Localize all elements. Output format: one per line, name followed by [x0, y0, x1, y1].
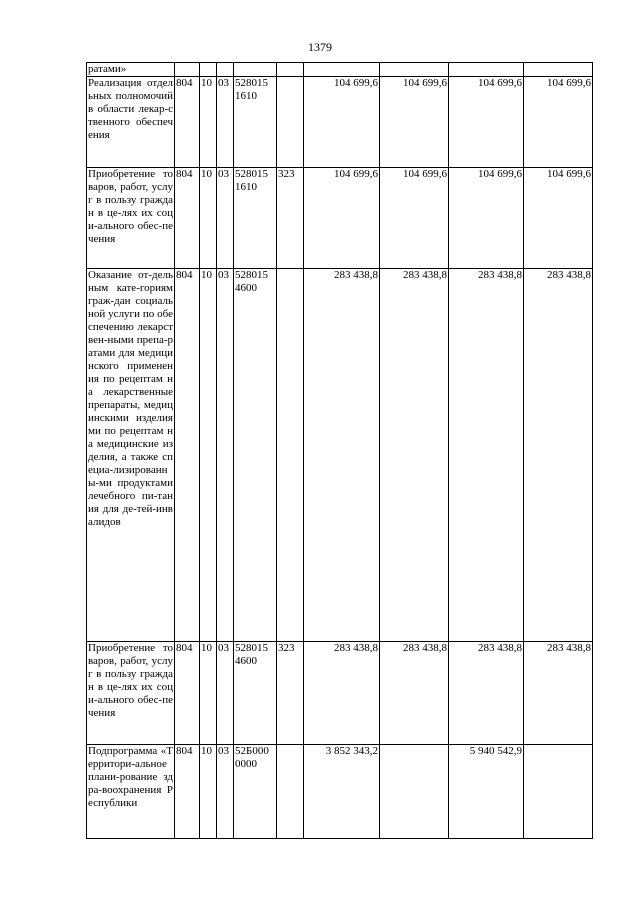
expense-type-code	[277, 63, 304, 77]
amount-col-1	[304, 63, 380, 77]
amount-col-4	[524, 745, 593, 839]
table-row	[87, 745, 593, 839]
subsection-code: 03	[217, 269, 234, 642]
row-name: ратами»	[87, 63, 175, 77]
table-row	[87, 168, 593, 269]
row-name: Реализация отдельных полномочий в области лекар-ственного обеспечения	[87, 77, 175, 168]
subsection-code: 03	[217, 77, 234, 168]
expense-type-code: 323	[277, 168, 304, 269]
target-article-code: 52Б000 0000	[234, 745, 277, 839]
expense-type-code: 323	[277, 642, 304, 745]
section-code: 10	[200, 77, 217, 168]
amount-col-2: 104 699,6	[380, 168, 449, 269]
subsection-code: 03	[217, 642, 234, 745]
amount-col-2: 283 438,8	[380, 269, 449, 642]
section-code: 10	[200, 269, 217, 642]
section-code: 10	[200, 745, 217, 839]
budget-table	[86, 62, 593, 839]
amount-col-4: 283 438,8	[524, 642, 593, 745]
row-name: Приобретение товаров, работ, услуг в пользу граждан в це-лях их соци-ального обес-печения	[87, 168, 175, 269]
table-row	[87, 269, 593, 642]
subsection-code	[217, 63, 234, 77]
row-name: Подпрограмма «Территори-альное плани-рование здра-воохранения Республики	[87, 745, 175, 839]
amount-col-3	[449, 63, 524, 77]
amount-col-4: 104 699,6	[524, 168, 593, 269]
ministry-code	[175, 63, 200, 77]
expense-type-code	[277, 745, 304, 839]
amount-col-1: 283 438,8	[304, 269, 380, 642]
subsection-code: 03	[217, 745, 234, 839]
amount-col-1: 104 699,6	[304, 168, 380, 269]
ministry-code: 804	[175, 168, 200, 269]
table-row	[87, 63, 593, 77]
table-row	[87, 642, 593, 745]
target-article-code: 528015 4600	[234, 642, 277, 745]
subsection-code: 03	[217, 168, 234, 269]
page-number: 1379	[308, 40, 332, 54]
amount-col-4: 283 438,8	[524, 269, 593, 642]
target-article-code	[234, 63, 277, 77]
row-name: Приобретение товаров, работ, услуг в пользу граждан в це-лях их соци-ального обес-печения	[87, 642, 175, 745]
table-row	[87, 77, 593, 168]
amount-col-2	[380, 63, 449, 77]
row-name: Оказание от-дельным кате-гориям граж-дан социальной услуги по обеспечению лекарствен-ными препа-ратами для медицинского применения по рецептам на лекарственные препараты, медицинскими изделиями по рецептам на медицинские изделия, а также специа-лизированны-ми продуктами лечебного пи-тания для де-тей-инвалидов	[87, 269, 175, 642]
target-article-code: 528015 1610	[234, 168, 277, 269]
section-code: 10	[200, 168, 217, 269]
amount-col-3: 104 699,6	[449, 168, 524, 269]
amount-col-2	[380, 745, 449, 839]
ministry-code: 804	[175, 745, 200, 839]
expense-type-code	[277, 77, 304, 168]
target-article-code: 528015 4600	[234, 269, 277, 642]
amount-col-1: 283 438,8	[304, 642, 380, 745]
ministry-code: 804	[175, 269, 200, 642]
amount-col-2: 283 438,8	[380, 642, 449, 745]
amount-col-3: 283 438,8	[449, 269, 524, 642]
amount-col-3: 5 940 542,9	[449, 745, 524, 839]
amount-col-4	[524, 63, 593, 77]
section-code: 10	[200, 642, 217, 745]
amount-col-2: 104 699,6	[380, 77, 449, 168]
section-code	[200, 63, 217, 77]
ministry-code: 804	[175, 77, 200, 168]
expense-type-code	[277, 269, 304, 642]
target-article-code: 528015 1610	[234, 77, 277, 168]
amount-col-3: 283 438,8	[449, 642, 524, 745]
amount-col-4: 104 699,6	[524, 77, 593, 168]
amount-col-1: 104 699,6	[304, 77, 380, 168]
amount-col-1: 3 852 343,2	[304, 745, 380, 839]
ministry-code: 804	[175, 642, 200, 745]
amount-col-3: 104 699,6	[449, 77, 524, 168]
